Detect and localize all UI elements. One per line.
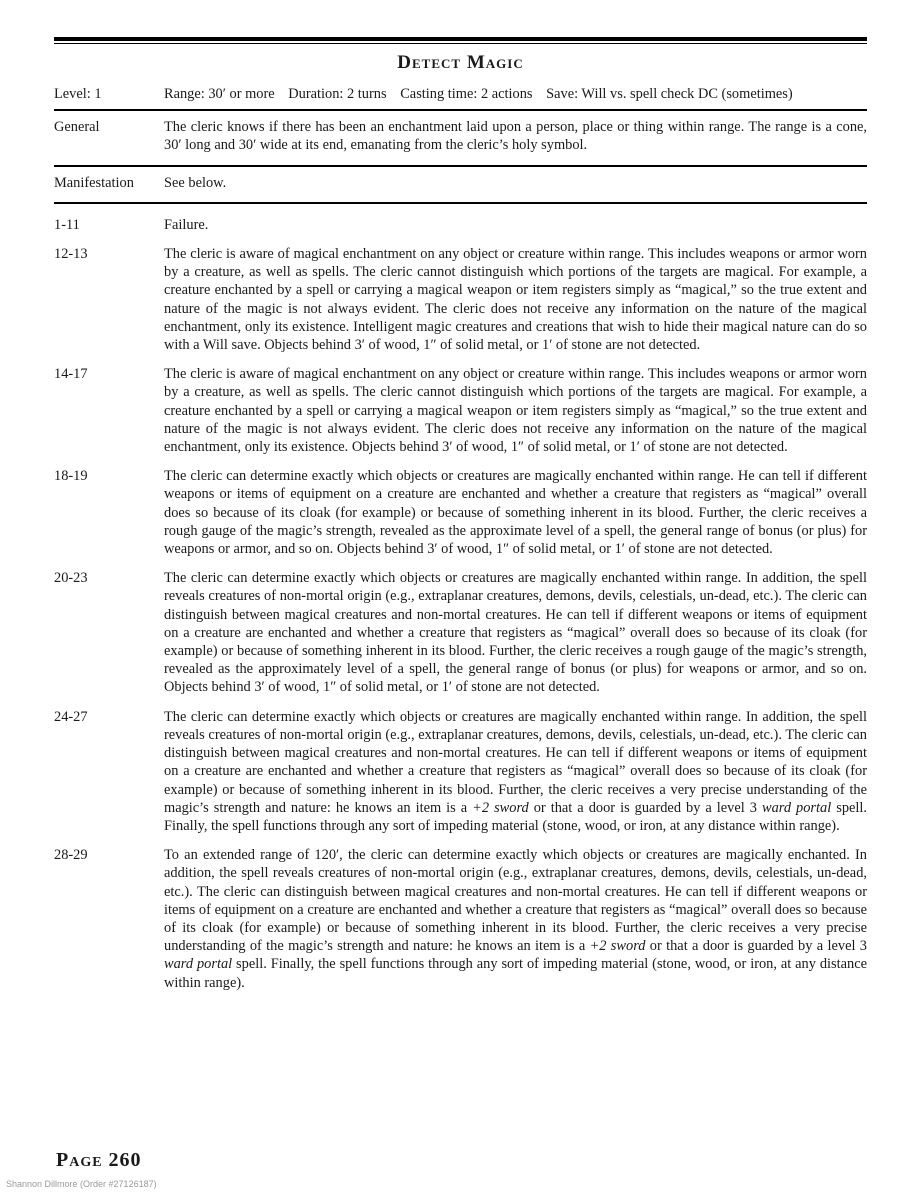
result-text-part: or that a door is guarded by a level 3	[528, 799, 762, 816]
general-section	[54, 111, 867, 164]
result-italic-item: +2 sword	[472, 799, 529, 816]
spell-page	[54, 37, 867, 992]
result-italic-spell: ward portal	[164, 956, 233, 973]
result-text	[164, 708, 867, 835]
manifestation-text: See below.	[164, 174, 227, 191]
range-text: Range: 30′ or more	[164, 86, 275, 102]
result-text-part: spell. Finally, the spell functions through any sort of impeding material (stone, wood, or iron, at any distance within range).	[164, 956, 867, 991]
result-text-part: To an extended range of 120′, the cleric can determine exactly which objects or creatures are magically enchanted. In addition, the spell reveals creatures of non-mortal origin (e.g., extraplanar creatures, demons, devils, celestials, un-dead, etc.). The cleric can distinguish between magical creatures and non-mortal creatures. He can tell if different weapons or items of equipment on a creature are enchanted and whether a creature that registers as “magical” overall does so because of its cloak (for example) or because of something inherent in its blood. Further, the cleric receives a very precise understanding of the magic’s strength and nature: he knows an item is a	[164, 847, 867, 955]
result-range: 1-11	[54, 216, 80, 233]
result-text: The cleric is aware of magical enchantment on any object or creature within range. This includes weapons or armor worn by a creature, as well as spells. The cleric cannot distinguish which portions of the targets are magical. For example, a creature enchanted by a spell or carrying a magical weapon or item registers simply as “magical,” so the true extent and nature of the magic is not always evident. The cleric does not receive any information on the nature of the magical enchantment, only its existence. Objects behind 3′ of wood, 1″ of solid metal, or 1′ of stone are not detected.	[164, 366, 867, 456]
general-text: The cleric knows if there has been an enchantment laid upon a person, place or thing within range. The range is a cone, 30′ long and 30′ wide at its end, emanating from the cleric’s holy symbol.	[164, 119, 867, 154]
general-label: General	[54, 119, 100, 136]
level-text: Level: 1	[54, 86, 102, 102]
result-row	[54, 846, 867, 992]
result-row	[54, 216, 867, 234]
manifestation-label: Manifestation	[54, 174, 134, 191]
duration-text: Duration: 2 turns	[288, 86, 387, 102]
result-row	[54, 708, 867, 835]
result-range: 18-19	[54, 468, 88, 485]
result-text: The cleric is aware of magical enchantment on any object or creature within range. This includes weapons or armor worn by a creature, as well as spells. The cleric cannot distinguish which portions of the targets are magical. For example, a creature enchanted by a spell or carrying a magical weapon or item registers simply as “magical,” so the true extent and nature of the magic is not always evident. The cleric does not receive any information on the nature of the magical enchantment, only its existence. Intelligent magic creatures and creations that wish to hide their magical nature can do so with a Will save. Objects behind 3′ of wood, 1″ of solid metal, or 1′ of stone are not detected.	[164, 246, 867, 354]
results-table	[54, 204, 867, 992]
result-text: Failure.	[164, 216, 209, 233]
result-text-part: or that a door is guarded by a level 3	[645, 938, 867, 955]
result-row	[54, 365, 867, 456]
save-text: Save: Will vs. spell check DC (sometimes)	[546, 86, 793, 102]
spell-meta-row	[54, 82, 867, 109]
result-text-part: spell. Finally, the spell functions through any sort of impeding material (stone, wood, or iron, at any distance within range).	[164, 799, 867, 834]
result-range: 24-27	[54, 708, 88, 725]
page-number: Page 260	[56, 1149, 142, 1171]
order-watermark: Shannon Dillmore (Order #27126187)	[6, 1179, 157, 1189]
result-range: 14-17	[54, 366, 88, 383]
spell-stats	[164, 85, 867, 103]
result-text	[164, 846, 867, 992]
result-text: The cleric can determine exactly which objects or creatures are magically enchanted within range. In addition, the spell reveals creatures of non-mortal origin (e.g., extraplanar creatures, demons, devils, celestials, un-dead, etc.). The cleric can distinguish between magical creatures and non-mortal creatures. He can tell if different weapons or items of equipment on a creature are enchanted and whether a creature that registers as “magical” overall does so because of its cloak (for example) or because of something inherent in its blood. Further, the cleric receives a rough gauge of the magic’s strength, revealed as the approximately level of a spell, the general range of bonus (or plus) for weapons or armor, and so on. Objects behind 3′ of wood, 1″ of solid metal, or 1′ of stone are not detected.	[164, 570, 867, 696]
result-row	[54, 569, 867, 696]
result-italic-spell: ward portal	[761, 799, 832, 816]
result-range: 20-23	[54, 570, 88, 587]
result-text: The cleric can determine exactly which objects or creatures are magically enchanted within range. He can tell if different weapons or items of equipment on a creature are enchanted and whether a creature that registers as “magical” overall does so because of its cloak (for example) or because of something inherent in its blood. Further, the cleric receives a rough gauge of the magic’s strength, revealed as the approximate level of a spell, the general range of bonus (or plus) for weapons or armor, and so on. Objects behind 3′ of wood, 1″ of solid metal, or 1′ of stone are not detected.	[164, 468, 867, 558]
result-range: 12-13	[54, 246, 88, 263]
casting-time-text: Casting time: 2 actions	[400, 86, 533, 102]
top-thin-rule	[54, 43, 867, 44]
top-thick-rule	[54, 37, 867, 41]
manifestation-section	[54, 167, 867, 202]
spell-title: Detect Magic	[397, 52, 524, 73]
result-italic-item: +2 sword	[589, 938, 646, 955]
result-range: 28-29	[54, 847, 88, 864]
result-row	[54, 467, 867, 558]
result-text-part: The cleric can determine exactly which objects or creatures are magically enchanted within range. In addition, the spell reveals creatures of non-mortal origin (e.g., extraplanar creatures, demons, devils, celestials, un-dead, etc.). The cleric can distinguish between magical creatures and non-mortal creatures. He can tell if different weapons or items of equipment on a creature are enchanted and whether a creature that registers as “magical” overall does so because of its cloak (for example) or because of something inherent in its blood. Further, the cleric receives a very precise understanding of the magic’s strength and nature: he knows an item is a	[164, 708, 867, 816]
result-row	[54, 245, 867, 354]
